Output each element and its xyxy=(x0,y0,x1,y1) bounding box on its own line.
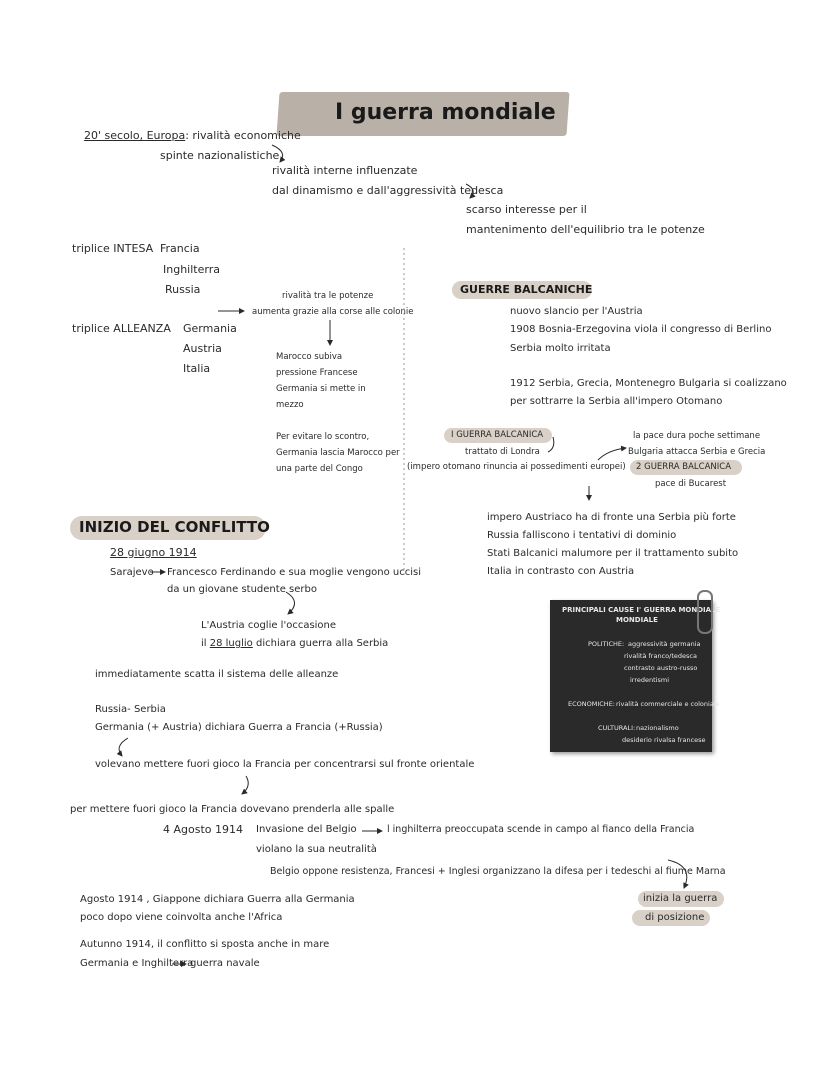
marna-line: Belgio oppone resistenza, Francesi + Inglesi organizzano la difesa per i tedeschi al fiume Marna xyxy=(270,866,726,877)
belgium-neutrality: violano la sua neutralità xyxy=(256,844,377,855)
first-balkan-war: I GUERRA BALCANICA xyxy=(451,430,544,440)
sarajevo-label: Sarajevo xyxy=(110,567,154,578)
political-label: POLITICHE: xyxy=(588,640,625,648)
intesa-member: Francia xyxy=(160,242,200,255)
balkan-line: nuovo slancio per l'Austria xyxy=(510,306,643,317)
flank-line: per mettere fuori gioco la Francia dovevano prenderla alle spalle xyxy=(70,804,395,815)
balkan-heading: GUERRE BALCANICHE xyxy=(460,283,593,296)
intesa-member: Inghilterra xyxy=(163,263,220,276)
england-enters: l inghilterra preoccupata scende in campo al fianco della Francia xyxy=(387,824,695,835)
assassination-line-2: da un giovane studente serbo xyxy=(167,584,317,595)
balkan-result: impero Austriaco ha di fronte una Serbia più forte xyxy=(487,512,736,523)
eastern-front-line: volevano mettere fuori gioco la Francia per concentrarsi sul fronte orientale xyxy=(95,759,475,770)
balkan-line: Serbia molto irritata xyxy=(510,343,611,354)
curve-arrow-icon xyxy=(119,738,128,756)
scontro-line: una parte del Congo xyxy=(276,464,363,474)
cultural-cause: nazionalismo xyxy=(636,724,679,732)
intro-line-6: mantenimento dell'equilibrio tra le potenze xyxy=(466,223,705,236)
economic-cause: rivalità commerciale e coloniale xyxy=(616,700,720,708)
japan-line: Agosto 1914 , Giappone dichiara Guerra alla Germania xyxy=(80,894,355,905)
arrow-icon xyxy=(598,448,626,460)
marocco-line: Marocco subiva xyxy=(276,352,343,362)
marocco-line: Germania si mette in xyxy=(276,384,366,394)
second-war-detail: pace di Bucarest xyxy=(655,479,727,489)
russia-serbia: Russia- Serbia xyxy=(95,704,166,715)
peace-line: la pace dura poche settimane xyxy=(633,431,761,441)
balkan-line: 1912 Serbia, Grecia, Montenegro Bulgaria si coalizzano xyxy=(510,378,787,389)
economic-label: ECONOMICHE: xyxy=(568,700,615,708)
cultural-label: CULTURALI: xyxy=(598,724,636,732)
balkan-result: Italia in contrasto con Austria xyxy=(487,566,635,577)
political-cause: rivalità franco/tedesca xyxy=(624,652,697,660)
position-war-line-1: inizia la guerra xyxy=(643,893,718,904)
balkan-result: Stati Balcanici malumore per il trattamento subito xyxy=(487,548,739,559)
political-cause: contrasto austro-russo xyxy=(624,664,698,672)
context-rest: : rivalità economiche xyxy=(185,129,301,142)
august-date: 4 Agosto 1914 xyxy=(163,823,243,836)
peace-line: Bulgaria attacca Serbia e Grecia xyxy=(628,447,766,457)
scontro-line: Per evitare lo scontro, xyxy=(276,432,370,442)
alleanza-member: Austria xyxy=(183,342,222,355)
balkan-result: Russia falliscono i tentativi di dominio xyxy=(487,530,677,541)
context-label: 20' secolo, Europa xyxy=(84,129,186,142)
cultural-cause: desiderio rivalsa francese xyxy=(622,736,706,744)
curve-arrow-icon xyxy=(466,184,473,198)
intro-line-3: rivalità interne influenzate xyxy=(272,164,418,177)
curve-arrow-icon xyxy=(272,145,283,162)
belgium-invasion: Invasione del Belgio xyxy=(256,824,357,835)
first-war-detail: (impero otomano rinuncia ai possedimenti europei) xyxy=(407,462,626,472)
intro-line-5: scarso interesse per il xyxy=(466,203,587,216)
second-balkan-war: 2 GUERRA BALCANICA xyxy=(636,462,732,472)
political-cause: irredentismi xyxy=(630,676,670,684)
declare-prefix: il xyxy=(201,638,210,649)
africa-line: poco dopo viene coinvolta anche l'Africa xyxy=(80,912,283,923)
intro-line-2: spinte nazionalistiche xyxy=(160,149,280,162)
declare-date: 28 luglio xyxy=(209,638,253,649)
political-cause: aggressività germania xyxy=(628,640,701,648)
alleanza-member: Italia xyxy=(183,362,211,375)
curve-arrow-icon xyxy=(668,860,687,888)
conflict-date: 28 giugno 1914 xyxy=(110,546,197,559)
germany-declares: Germania (+ Austria) dichiara Guerra a Francia (+Russia) xyxy=(95,722,383,733)
intro-line-4: dal dinamismo e dall'aggressività tedesca xyxy=(272,184,504,197)
rivalry-line-1: rivalità tra le potenze xyxy=(282,291,374,301)
scontro-line: Germania lascia Marocco per xyxy=(276,448,400,458)
curve-arrow-icon xyxy=(548,437,554,452)
sea-line: Autunno 1914, il conflitto si sposta anche in mare xyxy=(80,939,330,950)
rivalry-line-2: aumenta grazie alla corse alle colonie xyxy=(252,307,414,317)
conflict-heading: INIZIO DEL CONFLITTO xyxy=(79,518,270,536)
balkan-line: 1908 Bosnia-Erzegovina viola il congresso di Berlino xyxy=(510,324,772,335)
alleanza-member: Germania xyxy=(183,322,237,335)
balkan-line: per sottrarre la Serbia all'impero Otomano xyxy=(510,396,723,407)
assassination-line: Francesco Ferdinando e sua moglie vengono uccisi xyxy=(167,567,422,578)
curve-arrow-icon xyxy=(286,592,295,614)
marocco-line: mezzo xyxy=(276,400,304,410)
intesa-label: triplice INTESA xyxy=(72,242,154,255)
position-war-line-2: di posizione xyxy=(645,912,705,923)
causes-heading-2: MONDIALE xyxy=(616,616,658,624)
intesa-member: Russia xyxy=(165,283,201,296)
naval-line-a: Germania e Inghilterra xyxy=(80,958,194,969)
alleanza-label: triplice ALLEANZA xyxy=(72,322,171,335)
declare-rest: dichiara guerra alla Serbia xyxy=(252,638,389,649)
first-war-detail: trattato di Londra xyxy=(465,447,540,457)
curve-arrow-icon xyxy=(242,776,248,794)
marocco-line: pressione Francese xyxy=(276,368,358,378)
austria-line: L'Austria coglie l'occasione xyxy=(201,620,337,631)
page-title: I guerra mondiale xyxy=(335,100,556,125)
causes-heading: PRINCIPALI CAUSE I' GUERRA MONDIALE xyxy=(562,606,721,614)
alliances-trigger: immediatamente scatta il sistema delle alleanze xyxy=(95,669,339,680)
naval-line-b: guerra navale xyxy=(190,958,260,969)
